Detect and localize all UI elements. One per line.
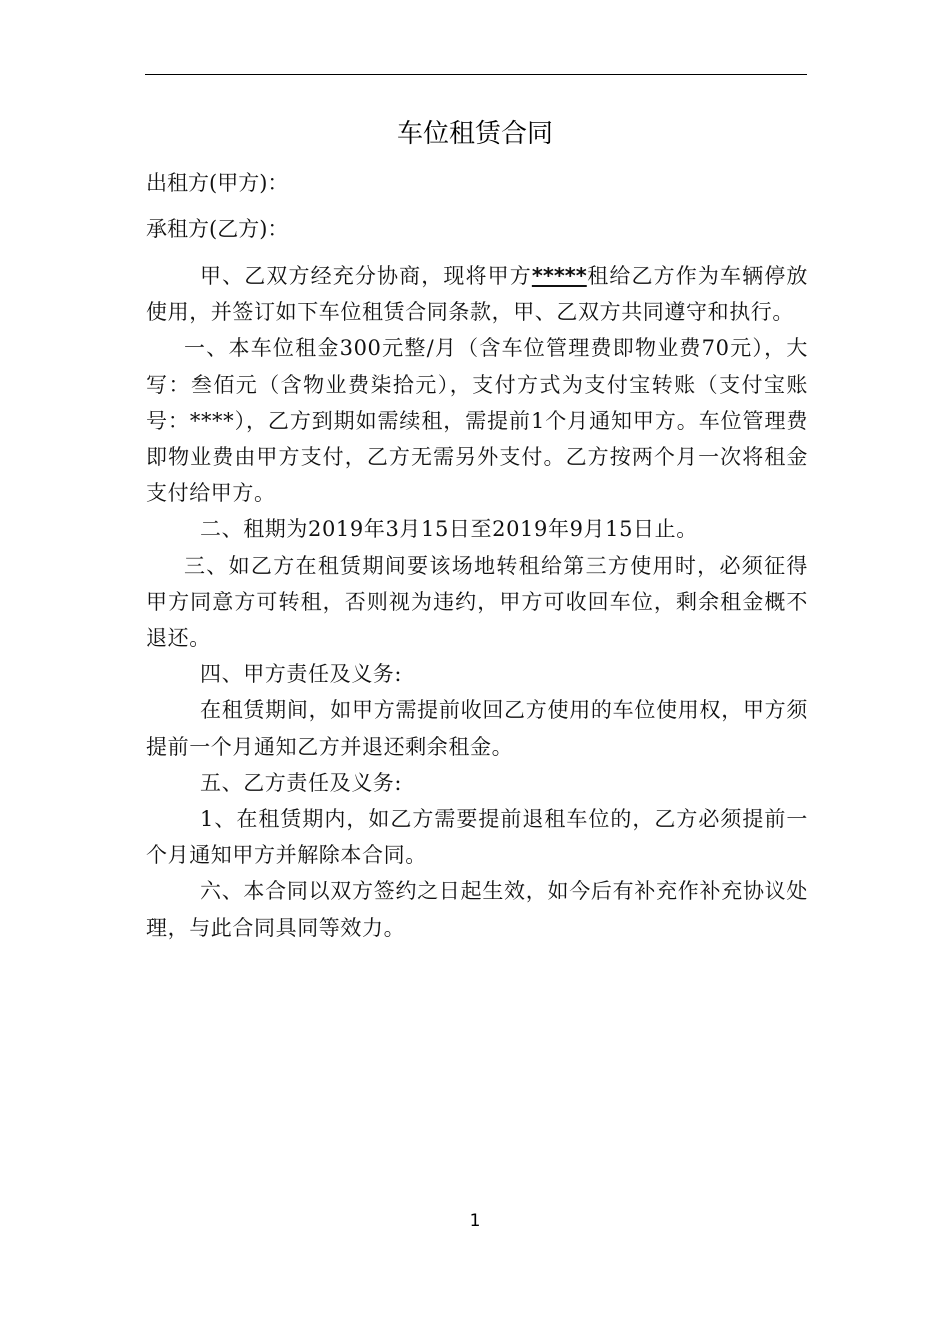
clause-1-rent: 一、本车位租金300元整/月（含车位管理费即物业费70元），大写：叁佰元（含物业费柒拾元），支付方式为支付宝转账（支付宝账号：****），乙方到期如需续租，需提前1个月通知甲方。车位管理费即物业费由甲方支付，乙方无需另外支付。乙方按两个月一次将租金支付给甲方。 (146, 336, 808, 506)
intro-text-before: 甲、乙双方经充分协商，现将甲方 (200, 264, 532, 288)
intro-paragraph (146, 258, 808, 330)
clause-4-text: 在租赁期间，如甲方需提前收回乙方使用的车位使用权，甲方须提前一个月通知乙方并退还剩余租金。 (146, 698, 808, 759)
page-number: 1 (469, 1211, 481, 1231)
masked-location: ***** (531, 264, 587, 288)
clause-4-heading: 四、甲方责任及义务: (200, 662, 403, 687)
clause-6-effect: 六、本合同以双方签约之日起生效，如今后有补充作补充协议处理，与此合同具同等效力。 (146, 879, 808, 940)
intro-text-after: 租给乙方作为车辆停放使用，并签订如下车位租赁合同条款，甲、乙双方共同遵守和执行。 (146, 264, 809, 325)
lessor-label: 出租方(甲方)： (146, 171, 289, 195)
contract-body (146, 258, 808, 946)
document-title: 车位租赁合同 (396, 119, 553, 149)
header-rule (145, 74, 807, 75)
clause-2-term: 二、租期为2019年3月15日至2019年9月15日止。 (200, 517, 698, 542)
clause-5-heading: 五、乙方责任及义务: (200, 770, 403, 795)
clause-3-sublease: 三、如乙方在租赁期间要该场地转租给第三方使用时，必须征得甲方同意方可转租，否则视为违约，甲方可收回车位，剩余租金概不退还。 (146, 553, 808, 651)
lessee-label: 承租方(乙方)： (146, 217, 289, 241)
clause-5-text: 1、在租赁期内，如乙方需要提前退租车位的，乙方必须提前一个月通知甲方并解除本合同。 (146, 807, 808, 868)
